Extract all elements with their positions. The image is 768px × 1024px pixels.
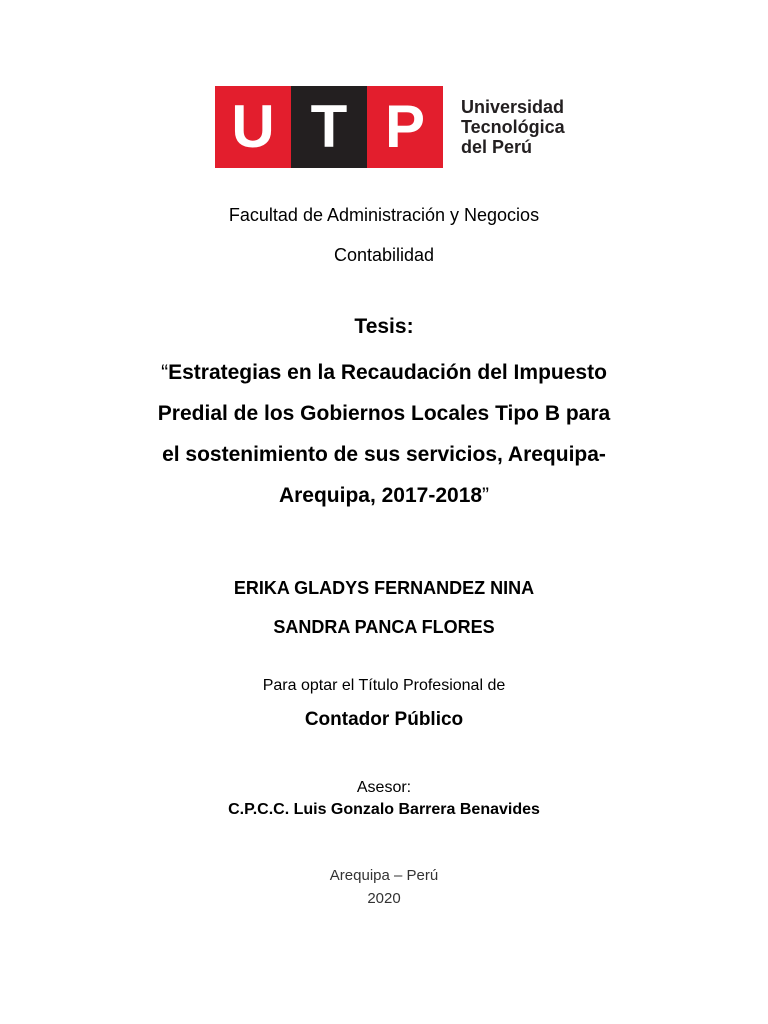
logo-letter-t: T <box>291 86 367 168</box>
advisor-name: C.P.C.C. Luis Gonzalo Barrera Benavides <box>228 801 540 818</box>
year: 2020 <box>367 890 401 907</box>
thesis-title-line-2: Predial de los Gobiernos Locales Tipo B para <box>157 402 611 425</box>
logo-letter-u: U <box>215 86 291 168</box>
degree-title: Contador Público <box>304 709 464 730</box>
close-quote: ” <box>482 484 490 507</box>
thesis-label: Tesis: <box>354 315 414 338</box>
logo-text-line-1: Universidad <box>461 97 565 117</box>
logo-text-line-3: del Perú <box>461 137 533 157</box>
faculty-name: Facultad de Administración y Negocios <box>228 205 540 225</box>
degree-prefix: Para optar el Título Profesional de <box>262 677 506 694</box>
career-name: Contabilidad <box>333 245 435 265</box>
logo-text-line-2: Tecnológica <box>461 117 565 137</box>
thesis-title-line-4 <box>0 475 768 516</box>
logo-letter-p: P <box>367 86 443 168</box>
thesis-title-line-1-text: Estrategias en la Recaudación del Impuesto <box>168 361 607 384</box>
thesis-title-line-3: el sostenimiento de sus servicios, Arequipa- <box>162 443 606 466</box>
thesis-title-line-1 <box>0 352 768 393</box>
place: Arequipa – Perú <box>329 867 439 884</box>
logo-university-name <box>461 97 565 157</box>
author-2: SANDRA PANCA FLORES <box>273 617 495 637</box>
advisor-label: Asesor: <box>356 779 412 796</box>
utp-logo <box>215 86 565 168</box>
open-quote: “ <box>161 361 169 384</box>
author-1: ERIKA GLADYS FERNANDEZ NINA <box>233 578 535 598</box>
thesis-title <box>0 352 768 516</box>
thesis-title-line-4-text: Arequipa, 2017-2018 <box>278 484 483 507</box>
